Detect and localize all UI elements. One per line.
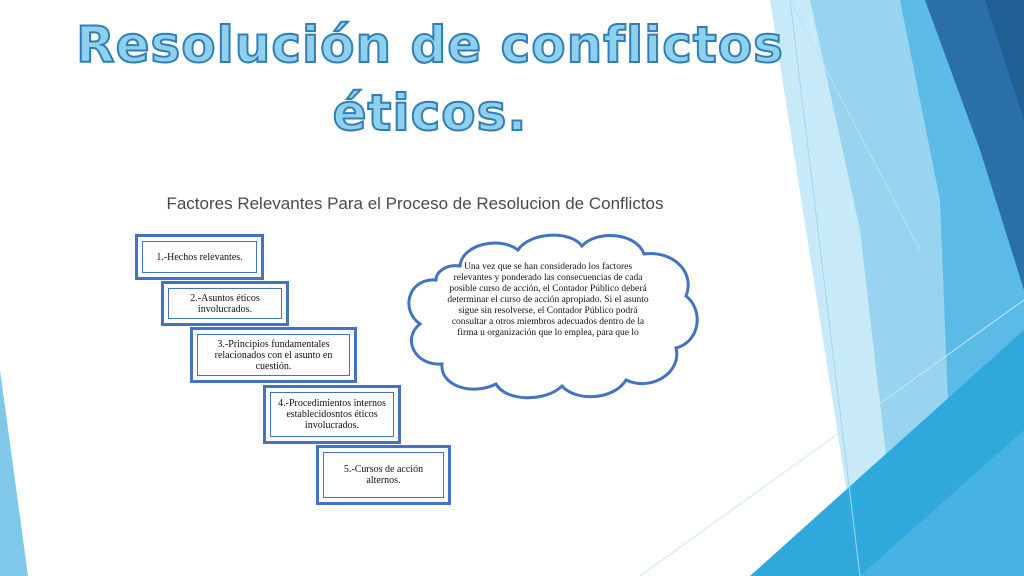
- step-label-5: 5.-Cursos de acción alternos.: [323, 452, 444, 498]
- slide-title-line2: éticos.: [332, 84, 528, 142]
- diagram-subtitle: Factores Relevantes Para el Proceso de Resolucion de Conflictos: [166, 194, 664, 213]
- step-label-1: 1.-Hechos relevantes.: [142, 241, 257, 273]
- step-label-3: 3.-Principios fundamentales relacionados con el asunto en cuestión.: [197, 334, 350, 376]
- step-box-3: [190, 327, 357, 383]
- step-box-1: [135, 234, 264, 280]
- cloud-text: Una vez que se han considerado los factores relevantes y ponderado las consecuencias de cada posible curso de acción, el Contador Público deberá determinar el curso de acción apropiado. Si el asunto sigue sin resolverse, el Contador Público podrá consultar a otros miembros adecuados dentro de la firma u organización que lo emplea, para que lo: [447, 262, 649, 338]
- step-label-2: 2.-Asuntos éticos involucrados.: [168, 288, 282, 319]
- step-box-2: [161, 281, 289, 326]
- step-box-4: [263, 385, 401, 444]
- slide-title-line1: Resolución de conflictos: [76, 16, 784, 74]
- left-accent-strip: [0, 370, 28, 576]
- step-box-5: [316, 445, 451, 505]
- step-label-4: 4.-Procedimientos internos establecidosntos éticos involucrados.: [270, 392, 394, 437]
